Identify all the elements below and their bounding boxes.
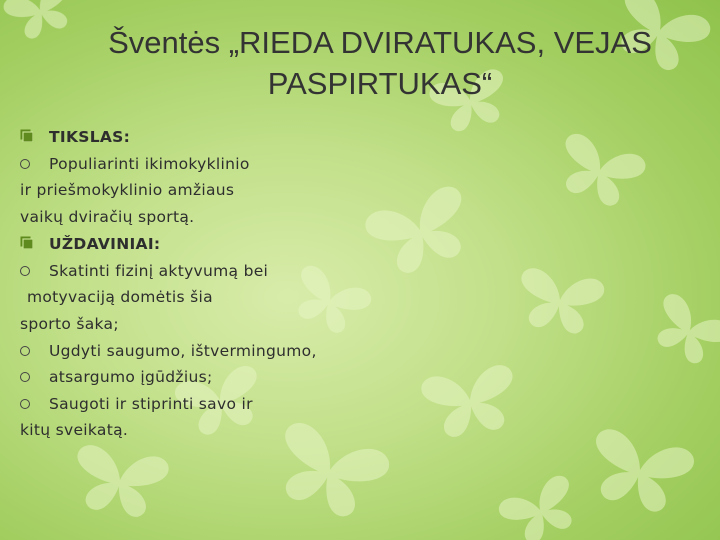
butterfly-icon bbox=[644, 290, 720, 372]
butterfly-icon bbox=[582, 426, 697, 519]
task3-text: atsargumo įgūdžius; bbox=[49, 368, 213, 386]
task1-line-3: sporto šaka; bbox=[20, 315, 119, 333]
circle-bullet-icon bbox=[20, 266, 30, 276]
tasks-heading bbox=[20, 235, 160, 253]
square-bullet-icon bbox=[20, 236, 33, 249]
butterfly-icon bbox=[496, 472, 586, 540]
circle-bullet-icon bbox=[20, 346, 30, 356]
slide-title bbox=[40, 22, 720, 104]
goal-heading bbox=[20, 128, 130, 146]
title-line-2: PASPIRTUKAS“ bbox=[267, 66, 493, 101]
task-item-2 bbox=[20, 342, 317, 360]
butterfly-icon bbox=[419, 363, 521, 441]
task1-line-2: motyvaciją domėtis šia bbox=[27, 288, 213, 306]
task-item-3 bbox=[20, 368, 213, 386]
task4-line-2: kitų sveikatą. bbox=[20, 421, 129, 439]
goal-line-2: ir priešmokyklinio amžiaus bbox=[20, 181, 235, 199]
task-item-1 bbox=[20, 262, 268, 280]
task-item-4 bbox=[20, 395, 253, 413]
butterfly-icon bbox=[513, 266, 606, 337]
goal-heading-text: TIKSLAS: bbox=[49, 128, 131, 146]
square-bullet-icon bbox=[20, 129, 33, 142]
butterfly-icon bbox=[265, 419, 393, 526]
task2-text: Ugdyti saugumo, ištvermingumo, bbox=[49, 342, 317, 360]
goal-line-3: vaikų dviračių sportą. bbox=[20, 208, 195, 226]
task4-line-1: Saugoti ir stiprinti savo ir bbox=[49, 395, 253, 413]
circle-bullet-icon bbox=[20, 399, 30, 409]
goal-line-1: Populiarinti ikimokyklinio bbox=[49, 155, 250, 173]
title-line-1: Šventės „RIEDA DVIRATUKAS, VEJAS bbox=[108, 25, 652, 60]
goal-item bbox=[20, 155, 250, 173]
tasks-heading-text: UŽDAVINIAI: bbox=[49, 235, 161, 253]
circle-bullet-icon bbox=[20, 159, 30, 169]
butterfly-icon bbox=[284, 262, 374, 341]
circle-bullet-icon bbox=[20, 372, 30, 382]
task1-line-1: Skatinti fizinį aktyvumą bei bbox=[49, 262, 269, 280]
butterfly-icon bbox=[362, 183, 480, 282]
butterfly-icon bbox=[550, 131, 648, 214]
butterfly-icon bbox=[69, 443, 171, 521]
